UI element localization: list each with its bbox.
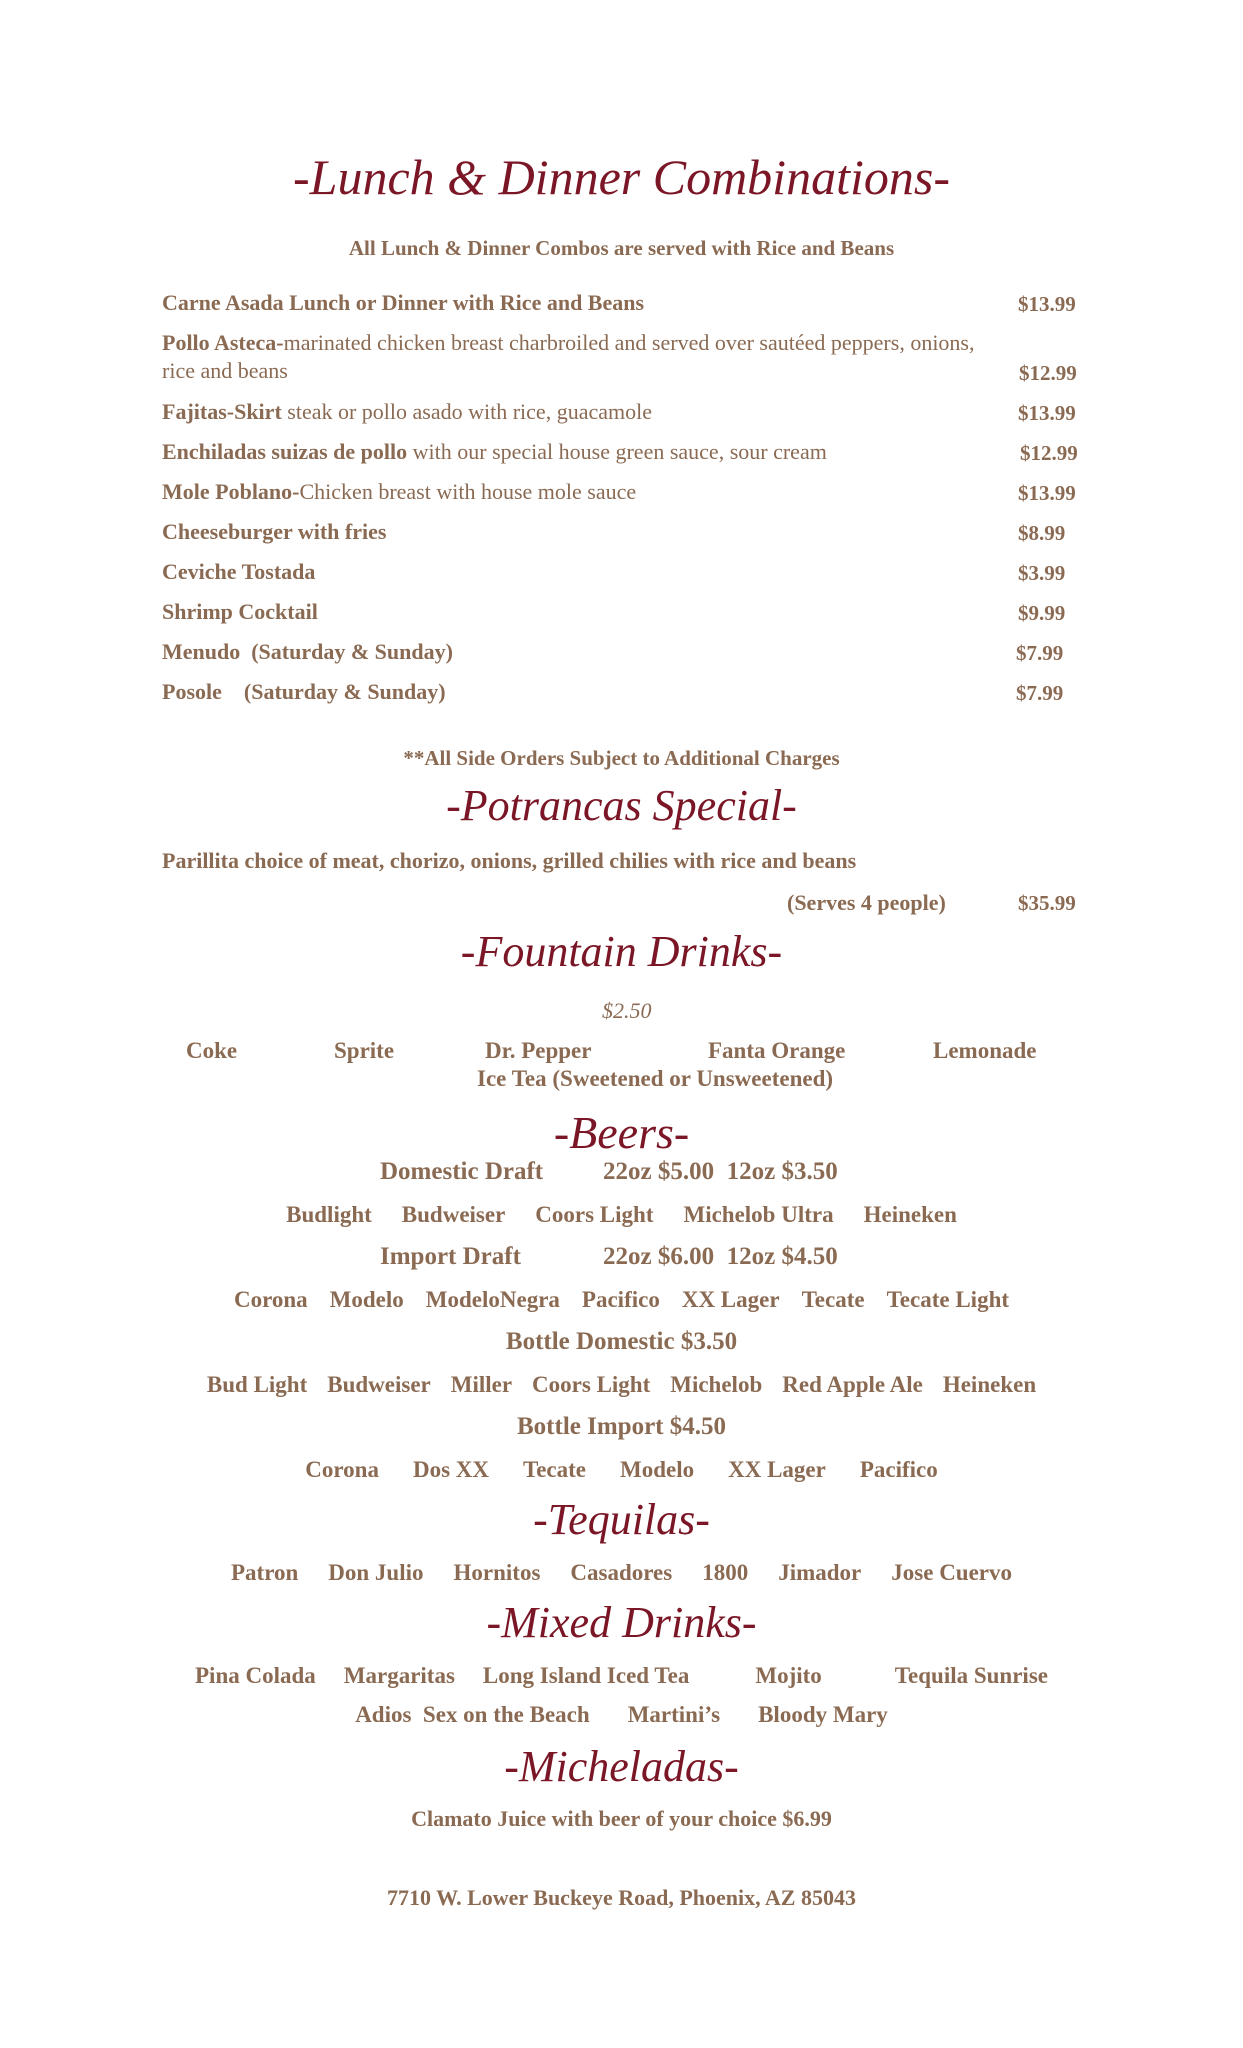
bottle-domestic-list: [0, 1372, 1243, 1398]
bottle-import-list: [0, 1457, 1243, 1483]
tequilas-title: -Tequilas-: [533, 1495, 710, 1544]
item-name: Carne Asada Lunch or Dinner with Rice and Beans: [162, 290, 645, 315]
menu-item: [162, 519, 386, 545]
mixed-item: Martini’s: [627, 1702, 721, 1727]
item-name: Mole Poblano-: [162, 479, 300, 504]
micheladas-title: -Micheladas-: [504, 1742, 739, 1791]
import-draft-prices: 22oz $6.00 12oz $4.50: [603, 1243, 838, 1270]
item-name: Posole (Saturday & Sunday): [162, 679, 446, 704]
tequila-item: Don Julio: [328, 1560, 424, 1585]
bottle-domestic-label: Bottle Domestic $3.50: [505, 1328, 738, 1355]
item-price: $13.99: [1018, 401, 1076, 425]
item-price: $12.99: [1019, 361, 1077, 385]
tequila-item: Patron: [230, 1560, 299, 1585]
beer-item: Modelo: [620, 1457, 695, 1482]
menu-item: [162, 479, 636, 505]
beer-item: Budlight: [286, 1202, 372, 1227]
address: 7710 W. Lower Buckeye Road, Phoenix, AZ 85043: [387, 1885, 856, 1910]
lunch-title: -Lunch & Dinner Combinations-: [293, 149, 950, 205]
item-price: $7.99: [1016, 681, 1064, 705]
drink-dr-pepper: Dr. Pepper: [485, 1038, 592, 1063]
mixed-item: Mojito: [755, 1663, 822, 1688]
domestic-draft-list: [0, 1202, 1243, 1228]
beer-item: Pacifico: [859, 1457, 938, 1482]
beer-item: Michelob Ultra: [683, 1202, 834, 1227]
import-draft-list: [0, 1287, 1243, 1313]
beer-item: Red Apple Ale: [782, 1372, 923, 1397]
mixed-item: Tequila Sunrise: [894, 1663, 1048, 1688]
domestic-draft-label: Domestic Draft: [380, 1158, 544, 1185]
item-name: Shrimp Cocktail: [162, 599, 318, 624]
special-price: $35.99: [1018, 891, 1076, 915]
menu-item: [162, 639, 453, 665]
beer-item: Heineken: [942, 1372, 1037, 1397]
menu-item: [162, 679, 446, 705]
drink-coke: Coke: [186, 1038, 238, 1063]
drink-lemonade: Lemonade: [933, 1038, 1037, 1063]
drink-sprite: Sprite: [334, 1038, 395, 1063]
beer-item: Corona: [305, 1457, 379, 1482]
item-name: Fajitas-Skirt: [162, 399, 282, 424]
fountain-price: $2.50: [602, 998, 652, 1023]
menu-item: [162, 399, 652, 425]
beer-item: Coors Light: [532, 1372, 651, 1397]
micheladas-desc: Clamato Juice with beer of your choice $6.99: [411, 1806, 832, 1831]
mixed-item: Margaritas: [343, 1663, 455, 1688]
item-price: $7.99: [1016, 641, 1064, 665]
special-title: -Potrancas Special-: [446, 781, 797, 830]
tequila-item: Jimador: [778, 1560, 862, 1585]
item-name: Cheeseburger with fries: [162, 519, 387, 544]
bottle-import-label: Bottle Import $4.50: [517, 1413, 726, 1440]
beer-item: Pacifico: [581, 1287, 660, 1312]
beer-item: Budweiser: [401, 1202, 506, 1227]
mixed-item: Bloody Mary: [758, 1702, 888, 1727]
import-draft-label: Import Draft: [380, 1243, 521, 1270]
item-price: $9.99: [1018, 601, 1066, 625]
menu-item: [162, 559, 315, 585]
menu-item: [162, 599, 318, 625]
menu-item: [162, 330, 975, 356]
fountain-title: -Fountain Drinks-: [460, 927, 783, 976]
beer-item: Corona: [233, 1287, 308, 1312]
item-price: $3.99: [1018, 561, 1066, 585]
menu-item: [162, 290, 644, 316]
special-serves: (Serves 4 people): [787, 890, 946, 915]
tequila-item: Hornitos: [453, 1560, 541, 1585]
item-name: Ceviche Tostada: [162, 559, 316, 584]
lunch-note: All Lunch & Dinner Combos are served with Rice and Beans: [348, 236, 895, 260]
mixed-item: Long Island Iced Tea: [482, 1663, 690, 1688]
mixed-list-row2: [0, 1702, 1243, 1728]
drink-fanta-orange: Fanta Orange: [708, 1038, 846, 1063]
item-name: Enchiladas suizas de pollo: [162, 439, 408, 464]
domestic-draft-prices: 22oz $5.00 12oz $3.50: [603, 1158, 838, 1185]
beer-item: Bud Light: [206, 1372, 308, 1397]
mixed-item: Adios Sex on the Beach: [355, 1702, 590, 1727]
beer-item: Tecate: [801, 1287, 865, 1312]
drink-ice-tea: Ice Tea (Sweetened or Unsweetened): [477, 1066, 834, 1091]
item-price: $13.99: [1018, 292, 1076, 316]
beers-title: -Beers-: [553, 1107, 690, 1158]
beer-item: Dos XX: [412, 1457, 489, 1482]
beer-item: ModeloNegra: [425, 1287, 560, 1312]
tequila-item: 1800: [702, 1560, 749, 1585]
side-orders-note: **All Side Orders Subject to Additional Charges: [403, 746, 840, 770]
tequila-item: Jose Cuervo: [891, 1560, 1013, 1585]
beer-item: Modelo: [329, 1287, 404, 1312]
item-desc-cont: rice and beans: [162, 358, 288, 383]
beer-item: XX Lager: [728, 1457, 826, 1482]
tequila-item: Casadores: [570, 1560, 673, 1585]
beer-item: Tecate: [522, 1457, 586, 1482]
beer-item: Budweiser: [327, 1372, 431, 1397]
item-price: $12.99: [1020, 441, 1078, 465]
beer-item: Miller: [450, 1372, 513, 1397]
item-desc: Chicken breast with house mole sauce: [299, 479, 637, 504]
beer-item: XX Lager: [681, 1287, 780, 1312]
item-price: $8.99: [1018, 521, 1066, 545]
item-name: Pollo Asteca-: [162, 330, 284, 355]
item-desc: marinated chicken breast charbroiled and served over sautéed peppers, onions,: [283, 330, 975, 355]
tequilas-list: [0, 1560, 1243, 1586]
item-desc: with our special house green sauce, sour cream: [407, 439, 827, 464]
beer-item: Michelob: [670, 1372, 763, 1397]
menu-item: [162, 439, 827, 465]
item-name: Menudo (Saturday & Sunday): [162, 639, 453, 664]
mixed-title: -Mixed Drinks-: [486, 1598, 757, 1647]
beer-item: Tecate Light: [886, 1287, 1010, 1312]
mixed-list-row1: [0, 1663, 1243, 1689]
beer-item: Heineken: [863, 1202, 957, 1227]
item-desc: steak or pollo asado with rice, guacamole: [281, 399, 652, 424]
mixed-item: Pina Colada: [195, 1663, 316, 1688]
item-price: $13.99: [1018, 481, 1076, 505]
beer-item: Coors Light: [535, 1202, 654, 1227]
special-desc: Parillita choice of meat, chorizo, onions, grilled chilies with rice and beans: [162, 848, 857, 873]
